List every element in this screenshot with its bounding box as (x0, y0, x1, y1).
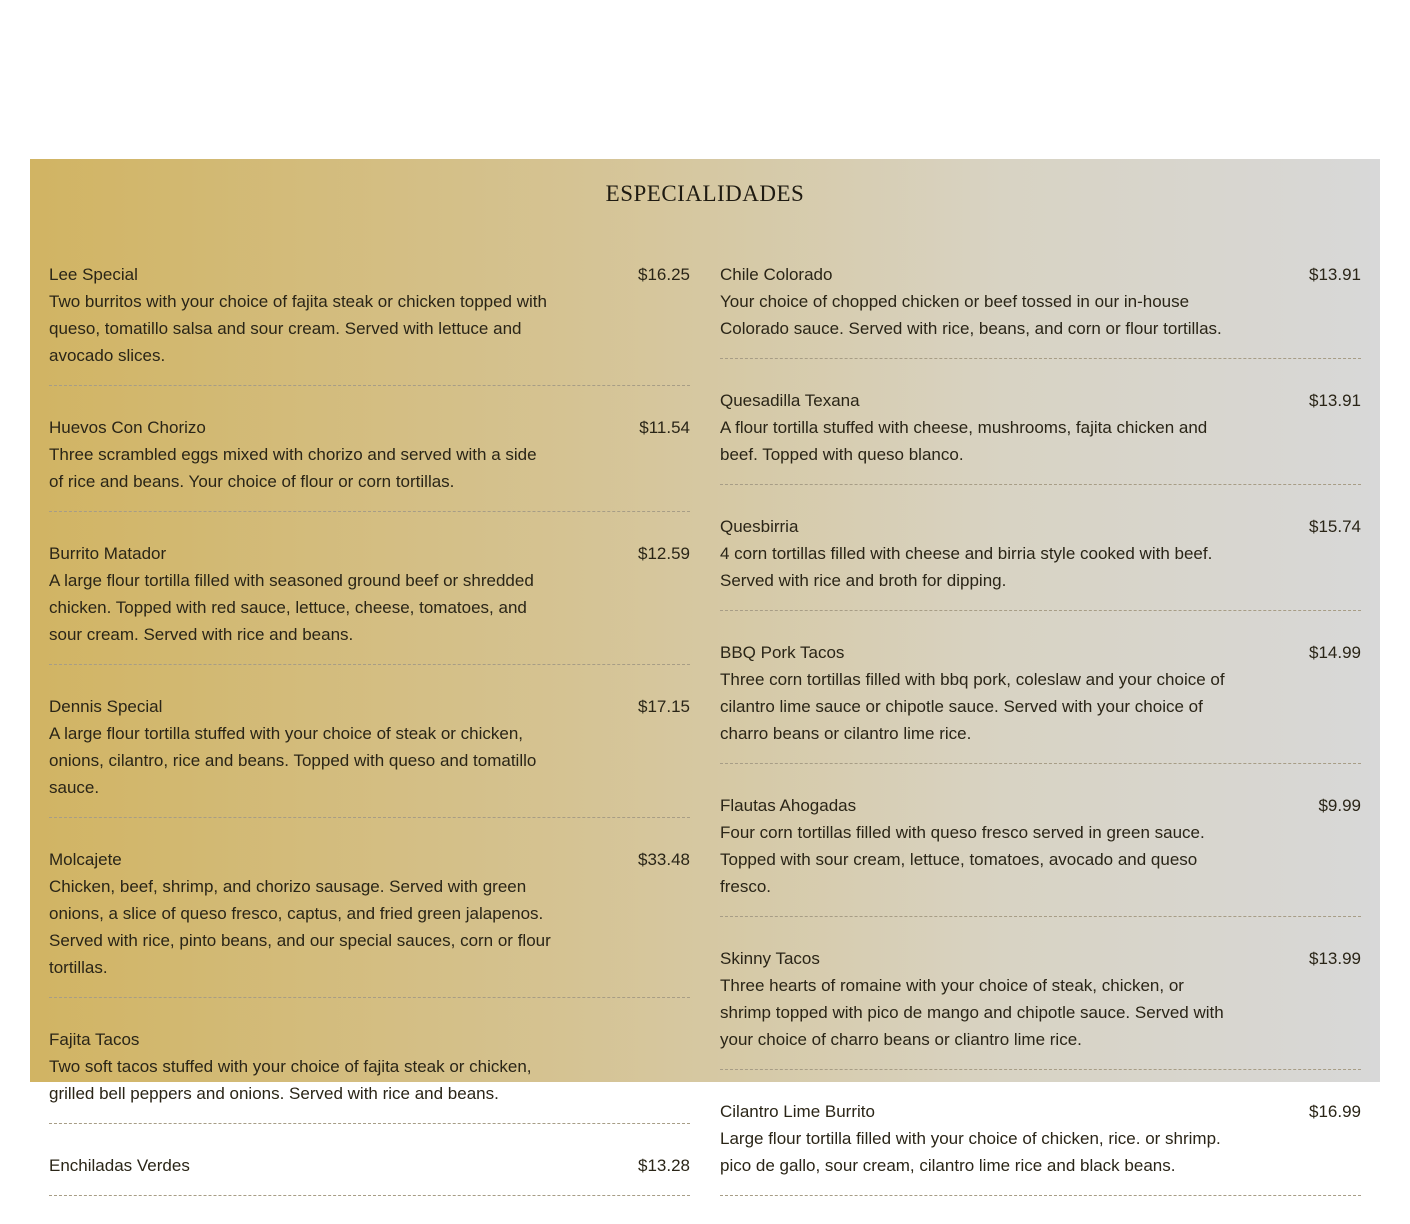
menu-item-price: $13.99 (1309, 949, 1361, 968)
menu-item-price: $9.99 (1318, 796, 1361, 815)
menu-item (720, 387, 1361, 485)
menu-item-price: $16.25 (638, 265, 690, 284)
menu-item-name: Quesadilla Texana (720, 391, 860, 410)
menu-item-name: Skinny Tacos (720, 949, 820, 968)
menu-item-description: A large flour tortilla filled with seasoned ground beef or shredded chicken. Topped with red sauce, lettuce, cheese, tomatoes, and sour cream. Served with rice and beans. (49, 571, 534, 644)
menu-item-price: $11.54 (639, 418, 690, 437)
menu-item (720, 792, 1361, 917)
menu-item-description: Two burritos with your choice of fajita steak or chicken topped with queso, tomatillo salsa and sour cream. Served with lettuce and avocado slices. (49, 292, 547, 365)
menu-item-name: Flautas Ahogadas (720, 796, 857, 815)
menu-item-price: $16.99 (1309, 1102, 1361, 1121)
menu-item (49, 540, 690, 665)
menu-item-description: Large flour tortilla filled with your choice of chicken, rice. or shrimp. pico de gallo, sour cream, cilantro lime rice and black beans. (720, 1129, 1221, 1175)
menu-item (49, 1152, 690, 1196)
menu-item (49, 693, 690, 818)
menu-item-description: Three scrambled eggs mixed with chorizo and served with a side of rice and beans. Your choice of flour or corn tortillas. (49, 445, 537, 491)
menu-item-description: 4 corn tortillas filled with cheese and birria style cooked with beef. Served with rice and broth for dipping. (720, 544, 1213, 590)
menu-item-name: Quesbirria (720, 517, 799, 536)
section-title: ESPECIALIDADES (605, 181, 805, 206)
menu-item (720, 513, 1361, 611)
menu-item-description: A large flour tortilla stuffed with your choice of steak or chicken, onions, cilantro, rice and beans. Topped with queso and tomatillo sauce. (49, 724, 537, 797)
menu-item (49, 1026, 690, 1124)
menu-item-description: Three hearts of romaine with your choice of steak, chicken, or shrimp topped with pico de mango and chipotle sauce. Served with your choice of charro beans or cliantro lime rice. (720, 976, 1224, 1049)
menu-item-price: $13.91 (1309, 265, 1361, 284)
menu-item (49, 414, 690, 512)
menu-item-name: Burrito Matador (49, 544, 167, 563)
menu-column-left (49, 261, 690, 1224)
menu-section-especialidades (30, 159, 1380, 1175)
menu-item-description: Four corn tortillas filled with queso fresco served in green sauce. Topped with sour cream, lettuce, tomatoes, avocado and queso fresco. (720, 823, 1205, 896)
menu-item (49, 846, 690, 998)
menu-item-price: $33.48 (638, 850, 690, 869)
menu-item-name: Lee Special (49, 265, 138, 284)
menu-item-description: Three corn tortillas filled with bbq pork, coleslaw and your choice of cilantro lime sauce or chipotle sauce. Served with your choice of charro beans or cilantro lime rice. (720, 670, 1225, 743)
menu-item-name: Cilantro Lime Burrito (720, 1102, 875, 1121)
menu-item-name: Molcajete (49, 850, 122, 869)
menu-item (720, 945, 1361, 1070)
menu-column-right (720, 261, 1361, 1224)
menu-item-name: BBQ Pork Tacos (720, 643, 845, 662)
menu-item-price: $13.91 (1309, 391, 1361, 410)
menu-item (720, 639, 1361, 764)
menu-item (49, 261, 690, 386)
menu-item-name: Chile Colorado (720, 265, 833, 284)
menu-item-name: Dennis Special (49, 697, 163, 716)
menu-item-name: Fajita Tacos (49, 1030, 140, 1049)
menu-item-description: Two soft tacos stuffed with your choice of fajita steak or chicken, grilled bell peppers and onions. Served with rice and beans. (49, 1057, 532, 1103)
menu-item-price: $13.28 (638, 1156, 690, 1175)
menu-item-price: $17.15 (638, 697, 690, 716)
menu-item-description: Chicken, beef, shrimp, and chorizo sausage. Served with green onions, a slice of queso fresco, captus, and fried green jalapenos. Served with rice, pinto beans, and our special sauces, corn or flour tortillas. (49, 877, 551, 977)
menu-item-name: Huevos Con Chorizo (49, 418, 206, 437)
menu-item-price: $12.59 (638, 544, 690, 563)
menu-item-description: A flour tortilla stuffed with cheese, mushrooms, fajita chicken and beef. Topped with queso blanco. (720, 418, 1208, 464)
menu-item-name: Enchiladas Verdes (49, 1156, 190, 1175)
menu-item-price: $15.74 (1309, 517, 1361, 536)
menu-item-price: $14.99 (1309, 643, 1361, 662)
menu-item (720, 1098, 1361, 1196)
menu-item-description: Your choice of chopped chicken or beef tossed in our in-house Colorado sauce. Served with rice, beans, and corn or flour tortillas. (720, 292, 1222, 338)
menu-item (720, 261, 1361, 359)
